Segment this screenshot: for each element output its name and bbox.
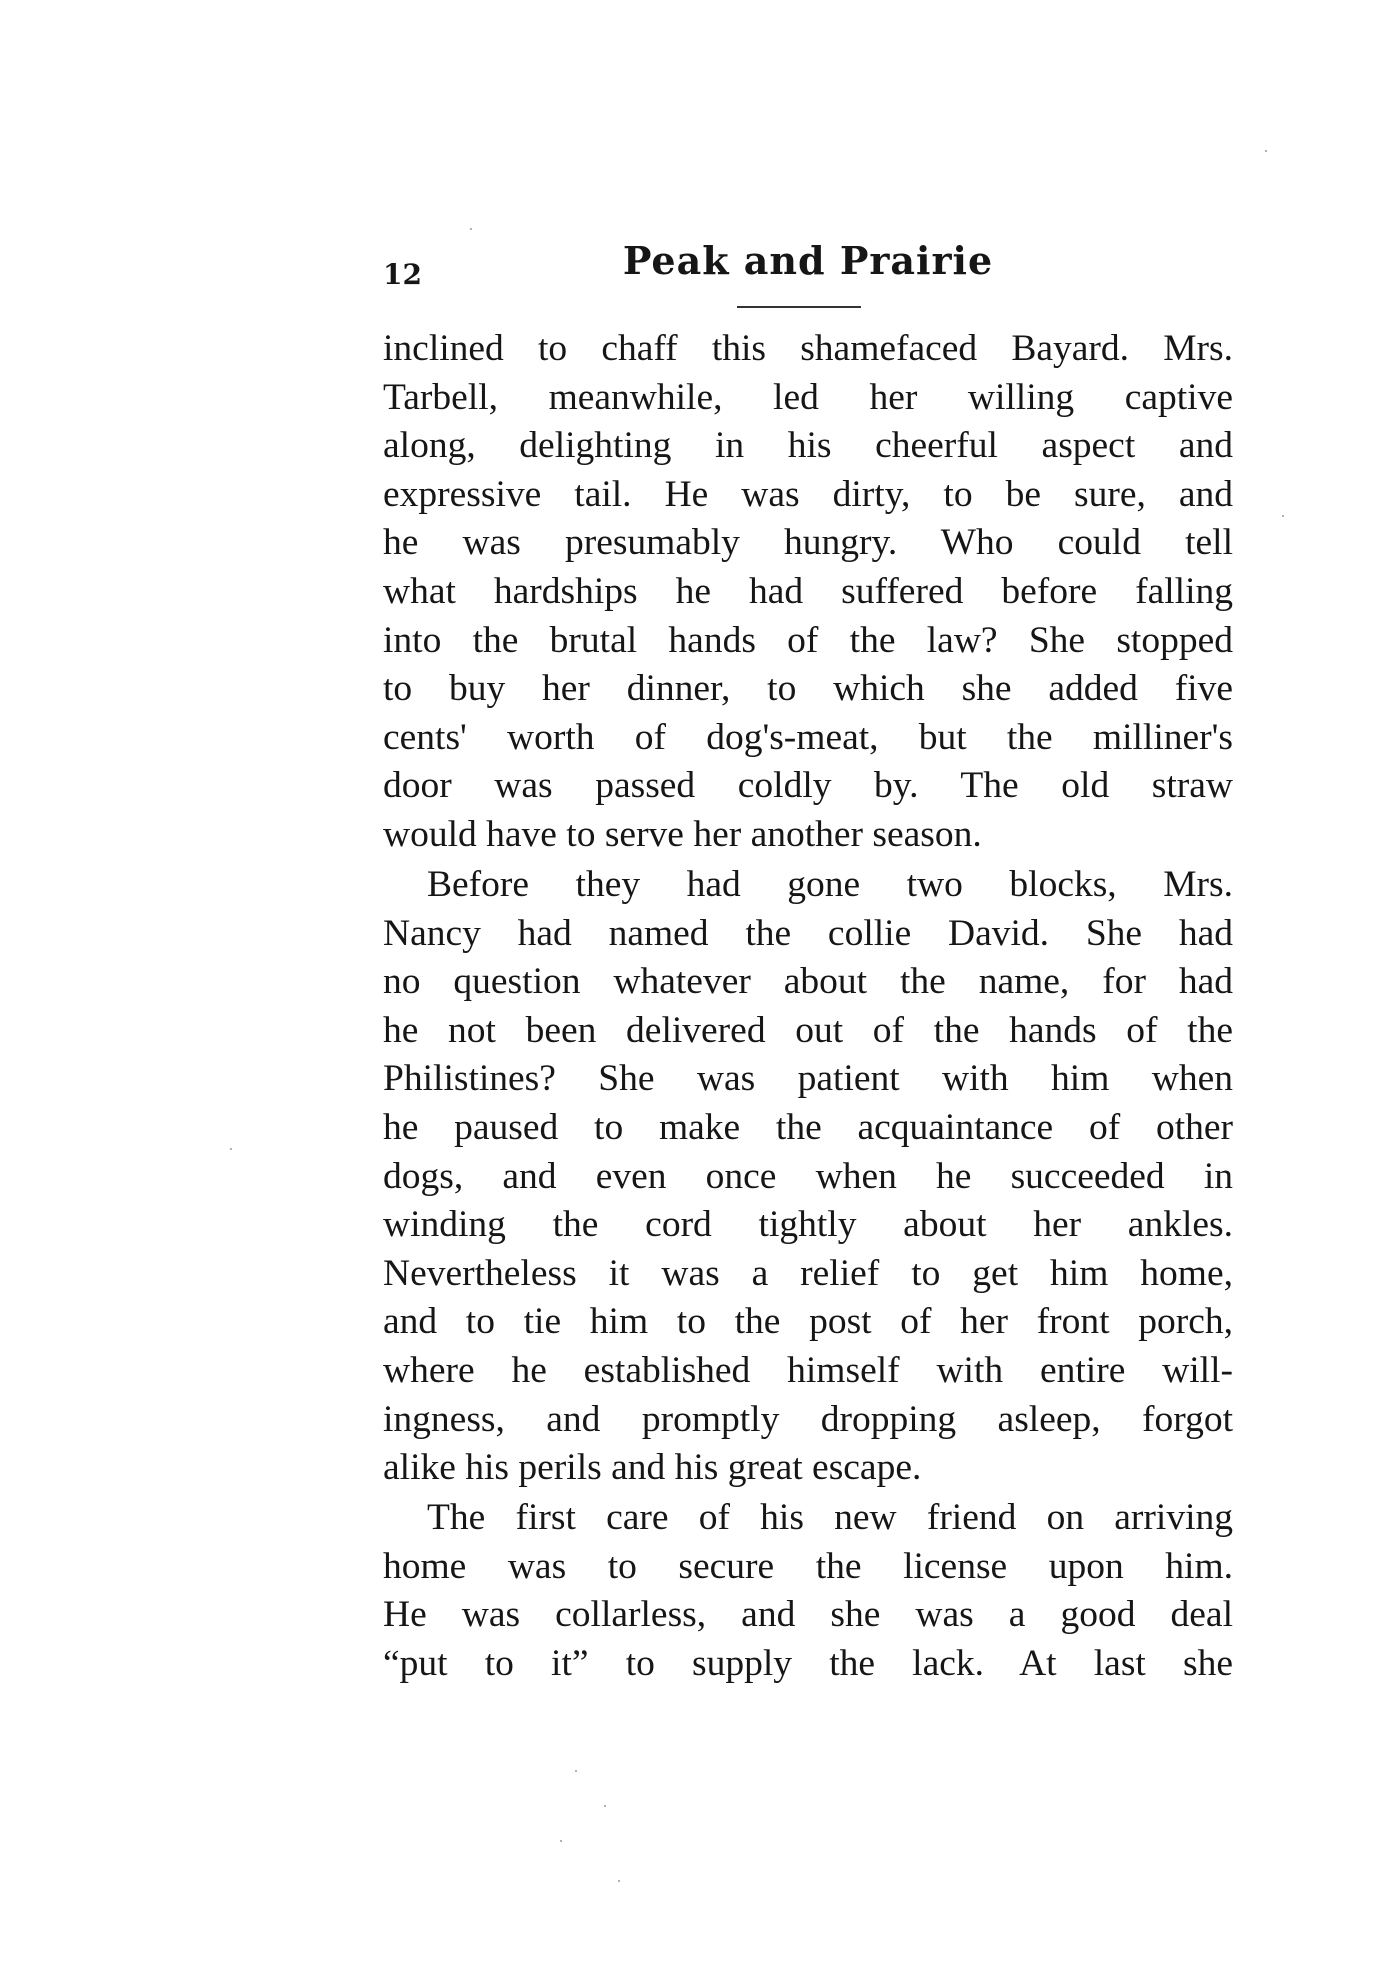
running-title: Peak and Prairie (622, 238, 994, 283)
text-line: home was to secure the license upon him. (383, 1545, 1233, 1587)
page-number: 12 (383, 258, 422, 291)
text-line: he was presumably hungry. Who could tell (383, 522, 1233, 564)
scan-speck (470, 228, 472, 230)
text-line: and to tie him to the post of her front porch, (383, 1301, 1233, 1343)
text-line: Before they had gone two blocks, Mrs. (427, 864, 1233, 906)
text-line: expressive tail. He was dirty, to be sure, and (383, 473, 1233, 515)
text-line: no question whatever about the name, for had (383, 961, 1233, 1003)
text-line: he not been delivered out of the hands of the (383, 1009, 1233, 1051)
text-line: Tarbell, meanwhile, led her willing captive (383, 376, 1233, 418)
paragraph-1 (383, 325, 1233, 860)
text-line: to buy her dinner, to which she added five (383, 668, 1233, 710)
text-line: dogs, and even once when he succeeded in (383, 1155, 1233, 1197)
text-line: inclined to chaff this shamefaced Bayard. Mrs. (383, 328, 1233, 369)
scan-speck (1282, 515, 1284, 517)
text-line: Nancy had named the collie David. She had (383, 912, 1233, 954)
text-line: ingness, and promptly dropping asleep, forgot (383, 1398, 1233, 1440)
page-header (383, 238, 1233, 298)
text-line: The first care of his new friend on arriving (427, 1497, 1233, 1539)
scan-speck (618, 1880, 620, 1882)
text-line: alike his perils and his great escape. (383, 1447, 922, 1489)
text-line: winding the cord tightly about her ankles. (383, 1204, 1233, 1246)
scan-speck (604, 1805, 606, 1807)
text-line: what hardships he had suffered before falling (383, 570, 1233, 612)
scan-speck (1265, 150, 1267, 152)
paragraph-2 (383, 861, 1233, 1493)
text-line: door was passed coldly by. The old straw (383, 765, 1233, 807)
scan-speck (560, 1840, 562, 1842)
text-line: He was collarless, and she was a good deal (383, 1594, 1233, 1636)
text-line: cents' worth of dog's-meat, but the milliner's (383, 716, 1233, 758)
text-line: into the brutal hands of the law? She stopped (383, 619, 1233, 661)
text-line: Nevertheless it was a relief to get him home, (383, 1252, 1233, 1294)
text-line: where he established himself with entire will- (383, 1349, 1233, 1391)
text-line: Philistines? She was patient with him when (383, 1058, 1233, 1100)
text-line: would have to serve her another season. (383, 813, 982, 855)
scan-speck (230, 1148, 232, 1150)
header-rule (737, 306, 861, 308)
text-line: “put to it” to supply the lack. At last she (383, 1643, 1233, 1685)
body-text (383, 325, 1233, 1689)
text-line: along, delighting in his cheerful aspect and (383, 425, 1233, 467)
paragraph-3 (383, 1494, 1233, 1688)
scan-speck (575, 1770, 577, 1772)
text-line: he paused to make the acquaintance of other (383, 1107, 1233, 1148)
